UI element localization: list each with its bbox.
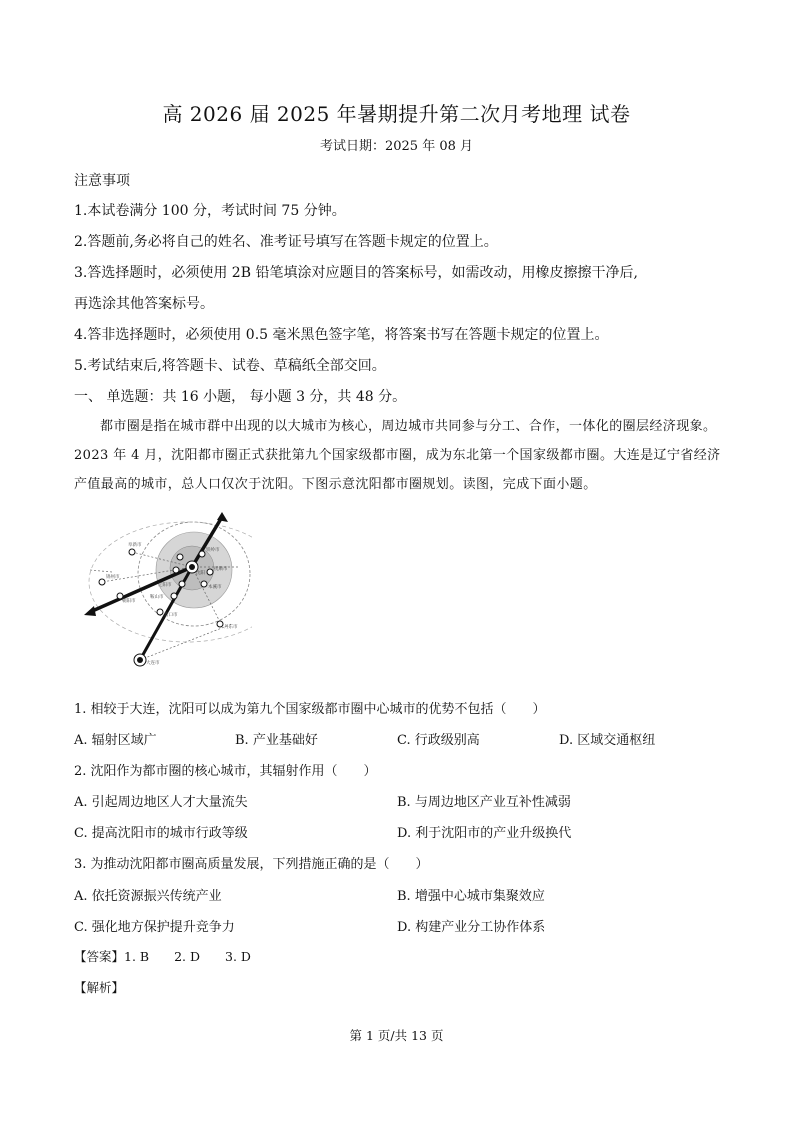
page-footer: 第 1 页/共 13 页 (349, 1028, 444, 1043)
q1-option-b: B. 产业基础好 (235, 733, 318, 748)
analysis-label: 【解析】 (74, 980, 125, 995)
exam-date: 考试日期：2025 年 08 月 (319, 139, 474, 154)
notice-item: 3.答选择题时，必须使用 2B 铅笔填涂对应题目的答案标号，如需改动，用橡皮擦擦干净后, (74, 265, 638, 281)
question-2-stem: 2. 沈阳作为都市圈的核心城市，其辐射作用（ ） (74, 764, 377, 779)
section-heading: 一、 单选题：共 16 小题， 每小题 3 分，共 48 分。 (74, 389, 407, 405)
q3-option-b: B. 增强中心城市集聚效应 (397, 889, 545, 904)
page-title: 高 2026 届 2025 年暑期提升第二次月考地理 试卷 (162, 102, 631, 126)
map-city-label: 辽阳市 (158, 583, 172, 588)
q3-option-c: C. 强化地方保护提升竞争力 (74, 920, 235, 935)
q2-option-d: D. 利于沈阳市的产业升级换代 (397, 826, 572, 841)
map-city-label: 沈阳 (196, 571, 205, 576)
reading-passage: 都市圈是指在城市群中出现的以大城市为核心，周边城市共同参与分工、合作，一体化的圈层经济现象。2023 年 4 月，沈阳都市圈正式获批第九个国家级都市圈，成为东北第一个国家级都市圈。大连是辽宁省经济产值最高的城市，总人口仅次于沈阳。下图示意沈阳都市圈规划。读图，完成下面小题。 (74, 419, 721, 492)
q2-option-c: C. 提高沈阳市的城市行政等级 (74, 826, 248, 841)
map-city-label: 锦州市 (106, 575, 120, 580)
map-city-label: 鞍山市 (150, 595, 164, 600)
question-1-stem: 1. 相较于大连，沈阳可以成为第九个国家级都市圈中心城市的优势不包括（ ） (74, 702, 546, 717)
notice-item: 1.本试卷满分 100 分，考试时间 75 分钟。 (74, 203, 346, 219)
map-city-label: 营口市 (164, 613, 178, 618)
notice-heading: 注意事项 (74, 173, 130, 189)
q1-option-c: C. 行政级别高 (397, 733, 480, 748)
map-city-label: 大连市 (146, 661, 160, 666)
q2-option-a: A. 引起周边地区人才大量流失 (74, 795, 248, 810)
map-city-label: 铁岭市 (206, 548, 220, 553)
q3-option-d: D. 构建产业分工协作体系 (397, 920, 546, 935)
notice-item: 再选涂其他答案标号。 (74, 296, 214, 312)
map-city-label: 阜新市 (128, 543, 142, 548)
map-city-label: 抚顺市 (214, 567, 228, 572)
q3-option-a: A. 依托资源振兴传统产业 (74, 889, 222, 904)
q2-option-b: B. 与周边地区产业互补性减弱 (397, 795, 571, 810)
map-city-label: 朝阳市 (122, 599, 136, 604)
notice-item: 4.答非选择题时，必须使用 0.5 毫米黑色签字笔，将答案书写在答题卡规定的位置上。 (74, 327, 609, 343)
answer-label: 【答案】 (74, 949, 125, 964)
answer-text: 1. B 2. D 3. D (124, 949, 251, 964)
q1-option-a: A. 辐射区域广 (74, 733, 157, 748)
map-city-label: 丹东市 (224, 625, 238, 630)
q1-option-d: D. 区域交通枢纽 (559, 733, 656, 748)
question-3-stem: 3. 为推动沈阳都市圈高质量发展，下列措施正确的是（ ） (74, 857, 429, 872)
answer-row (74, 947, 251, 965)
notice-item: 5.考试结束后,将答题卡、试卷、草稿纸全部交回。 (74, 358, 386, 374)
map-city-label: 本溪市 (208, 585, 222, 590)
notice-item: 2.答题前,务必将自己的姓名、准考证号填写在答题卡规定的位置上。 (74, 234, 498, 250)
shenyang-metro-map (72, 512, 252, 672)
